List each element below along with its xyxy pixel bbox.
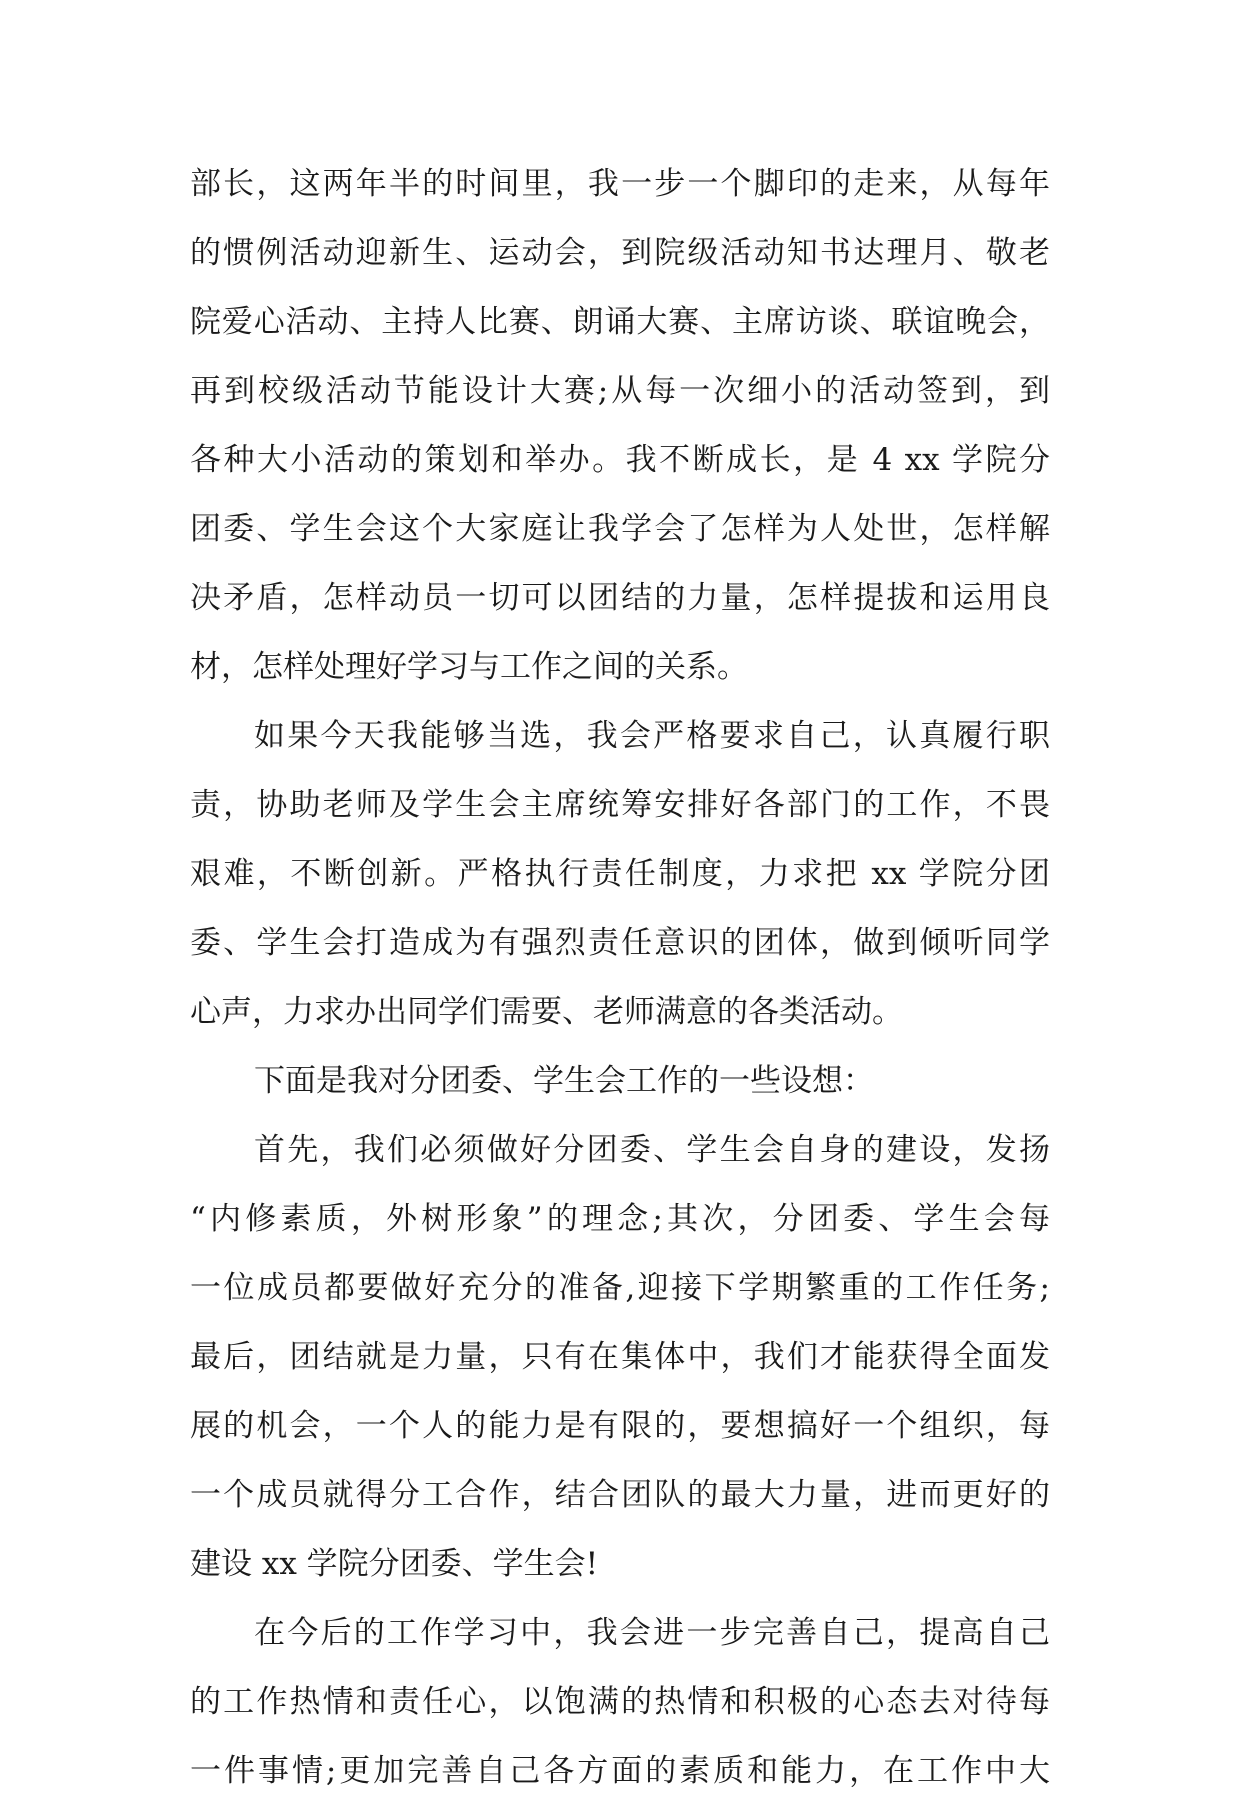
text-line: 再到校级活动节能设计大赛;从每一次细小的活动签到，到 <box>190 373 1050 409</box>
text-line: 一位成员都要做好充分的准备,迎接下学期繁重的工作任务; <box>190 1270 1050 1306</box>
text-line: 决矛盾，怎样动员一切可以团结的力量，怎样提拔和运用良 <box>190 580 1050 616</box>
paragraph-first-line: 首先，我们必须做好分团委、学生会自身的建设，发扬 <box>254 1132 1050 1168</box>
body-text <box>190 150 1050 1806</box>
text-line: 部长，这两年半的时间里，我一步一个脚印的走来，从每年 <box>190 166 1050 202</box>
text-line: 艰难，不断创新。严格执行责任制度，力求把 xx 学院分团 <box>190 856 1050 892</box>
text-line: 委、学生会打造成为有强烈责任意识的团体，做到倾听同学 <box>190 925 1050 961</box>
text-line: 心声，力求办出同学们需要、老师满意的各类活动。 <box>190 994 903 1030</box>
text-line: 的惯例活动迎新生、运动会，到院级活动知书达理月、敬老 <box>190 235 1050 271</box>
paragraph-first-line: 下面是我对分团委、学生会工作的一些设想： <box>254 1063 874 1099</box>
paragraph-first-line: 在今后的工作学习中，我会进一步完善自己，提高自己 <box>254 1615 1050 1651</box>
text-line: 建设 xx 学院分团委、学生会! <box>190 1546 599 1582</box>
text-line: 各种大小活动的策划和举办。我不断成长，是 4 xx 学院分 <box>190 442 1050 478</box>
text-line: 展的机会，一个人的能力是有限的，要想搞好一个组织，每 <box>190 1408 1050 1444</box>
text-line: 院爱心活动、主持人比赛、朗诵大赛、主席访谈、联谊晚会， <box>190 304 1050 340</box>
text-line: 责，协助老师及学生会主席统筹安排好各部门的工作，不畏 <box>190 787 1050 823</box>
text-line: 团委、学生会这个大家庭让我学会了怎样为人处世，怎样解 <box>190 511 1050 547</box>
text-line: 材，怎样处理好学习与工作之间的关系。 <box>190 649 748 685</box>
text-line: 的工作热情和责任心，以饱满的热情和积极的心态去对待每 <box>190 1684 1050 1720</box>
text-line: 一个成员就得分工合作，结合团队的最大力量，进而更好的 <box>190 1477 1050 1513</box>
text-line: “内修素质，外树形象”的理念;其次，分团委、学生会每 <box>190 1201 1050 1237</box>
text-line: 最后，团结就是力量，只有在集体中，我们才能获得全面发 <box>190 1339 1050 1375</box>
paragraph-first-line: 如果今天我能够当选，我会严格要求自己，认真履行职 <box>254 718 1050 754</box>
text-line: 一件事情;更加完善自己各方面的素质和能力，在工作中大 <box>190 1753 1050 1789</box>
